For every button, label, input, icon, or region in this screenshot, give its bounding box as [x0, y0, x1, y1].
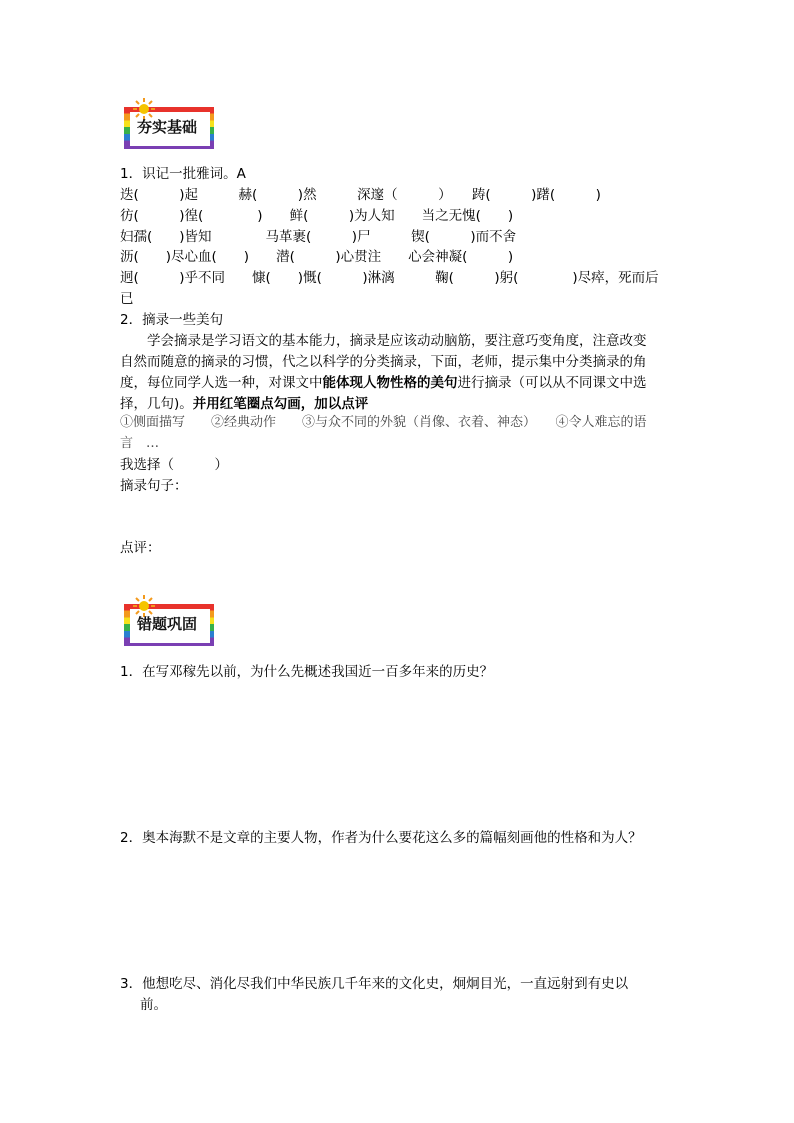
section-badge-basics [124, 107, 214, 149]
review-question: 2．奥本海默不是文章的主要人物，作者为什么要花这么多的篇幅刻画他的性格和为人？ [120, 830, 642, 846]
section-title: 错题巩固 [137, 615, 198, 633]
review-question: 3．他想吃尽、消化尽我们中华民族几千年来的文化史，炯炯目光，一直远射到有史以 [120, 976, 629, 992]
excerpt-label: 摘录句子： [120, 478, 188, 494]
vocab-row: 迭( )起 赫( )然 深邃（ ） 踌( )躇( ) [120, 187, 601, 203]
question-heading: 1．识记一批雅词。A [120, 166, 246, 182]
vocab-row: 彷( )徨( ) 鲜( )为人知 当之无愧( ) [120, 208, 514, 224]
section-title: 夯实基础 [137, 118, 198, 136]
choice-prompt: 我选择（ ） [120, 457, 228, 473]
vocab-row: 迥( )乎不同 慷( )慨( )淋漓 鞠( )躬( )尽瘁，死而后 [120, 270, 659, 286]
paragraph-line: 学会摘录是学习语文的基本能力，摘录是应该动动脑筋，要注意巧变角度，注意改变 [147, 333, 647, 349]
comment-label: 点评： [120, 540, 161, 556]
paragraph-line: 择，几句)。并用红笔圈点勾画，加以点评 [120, 396, 369, 412]
vocab-row: 沥( )尽心血( ) 潜( )心贯注 心会神凝( ) [120, 249, 514, 265]
options-line: 言 … [120, 436, 160, 451]
paragraph-line: 自然而随意的摘录的习惯，代之以科学的分类摘录，下面，老师，提示集中分类摘录的角 [120, 354, 647, 370]
section-badge-review [124, 604, 214, 646]
emphasis-text: 能体现人物性格的美句 [322, 375, 458, 391]
instruction-text: 并用红笔圈点勾画，加以点评 [192, 396, 369, 412]
options-line: ①侧面描写 ②经典动作 ③与众不同的外貌（肖像、衣着、神态） ④令人难忘的语 [120, 415, 647, 430]
question-heading: 2．摘录一些美句 [120, 312, 224, 328]
vocab-row: 已 [120, 291, 134, 307]
review-question: 1．在写邓稼先以前，为什么先概述我国近一百多年来的历史？ [120, 664, 494, 680]
paragraph-line: 度，每位同学人选一种，对课文中能体现人物性格的美句进行摘录（可以从不同课文中选 [120, 375, 647, 391]
vocab-row: 妇孺( )皆知 马革裹( )尸 锲( )而不舍 [120, 229, 517, 245]
review-question-cont: 前。 [140, 997, 167, 1013]
